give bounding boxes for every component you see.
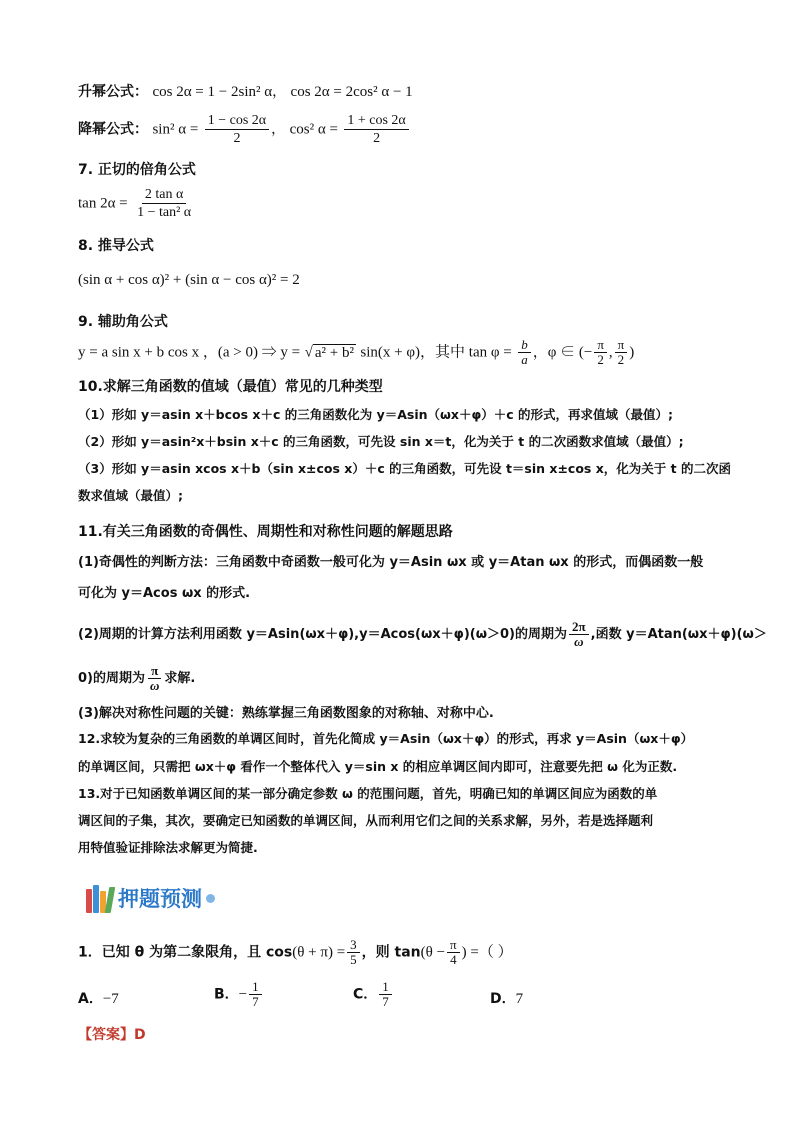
section12-line2: 的单调区间，只需把 ωx＋φ 看作一个整体代入 y＝sin x 的相应单调区间内即可，注意要先把 ω 化为正数. <box>78 759 678 774</box>
choice-frac <box>249 980 262 1009</box>
choice-label: B． <box>214 986 239 1003</box>
section8-formula: (sin α + cos α)² + (sin α − cos α)² = 2 <box>78 272 300 288</box>
section13-line1: 13.对于已知函数单调区间的某一部分确定参数 ω 的范围问题，首先，明确已知的单调区间应为函数的单 <box>78 786 658 801</box>
frac-numerator: 1 + cos 2α <box>344 112 408 130</box>
choice-label: A． <box>78 991 103 1007</box>
section9-heading: 9. 辅助角公式 <box>78 314 168 330</box>
pi-over-omega-frac <box>147 664 162 693</box>
frac-numerator: 1 − cos 2α <box>205 112 269 130</box>
section11-p3: (3)解决对称性问题的关键：熟练掌握三角函数图象的对称轴、对称中心. <box>78 706 494 721</box>
question1-stem <box>78 938 513 967</box>
sqrt-symbol: √ a² + b² <box>304 344 354 361</box>
books-icon <box>86 883 114 913</box>
answer-label: 【答案】 <box>78 1027 134 1043</box>
section13-line3: 用特值验证排除法求解更为简捷. <box>78 840 258 855</box>
frac-denominator: 7 <box>382 994 389 1009</box>
frac-denominator: 7 <box>252 994 259 1009</box>
section7-heading: 7. 正切的倍角公式 <box>78 162 196 178</box>
frac-numerator: π <box>148 664 161 679</box>
jiang-mi-lhs2: cos² α = <box>289 121 338 138</box>
period-text-part2: ,函数 y＝Atan(ωx＋φ)(ω＞ <box>590 627 767 642</box>
frac-denominator: 4 <box>450 952 457 967</box>
separator: ， <box>271 121 286 138</box>
two-pi-over-omega-frac <box>569 620 589 649</box>
choice-label: C． <box>353 986 378 1003</box>
tan-2a-lhs: tan 2α = <box>78 195 128 212</box>
jiang-mi-frac2 <box>344 112 408 147</box>
aux-angle-part1: y = a sin x + b cos x ，(a > 0) ⇒ y = <box>78 344 301 361</box>
question1-tan-arg: (θ − <box>420 944 446 961</box>
period-text-part1: (2)周期的计算方法利用函数 y＝Asin(ωx＋φ),y＝Acos(ωx＋φ)(ω＞0)的周期为 <box>78 627 567 642</box>
frac-numerator: π <box>594 338 607 353</box>
aux-angle-part3: ，φ ∈ (− <box>532 344 593 361</box>
section10-heading: 10.求解三角函数的值域（最值）常见的几种类型 <box>78 379 383 395</box>
section11-p1-line1: (1)奇偶性的判断方法：三角函数中奇函数一般可化为 y＝Asin ωx 或 y＝Atan ωx 的形式，而偶函数一般 <box>78 555 704 570</box>
pi-half-frac <box>615 338 628 367</box>
three-fifths-frac <box>347 938 360 967</box>
question1-prefix: 1．已知 θ 为第二象限角，且 cos <box>78 944 293 961</box>
section11-p2-line2 <box>78 664 195 693</box>
frac-numerator: 1 <box>249 980 262 995</box>
question1-mid: ，则 tan <box>361 944 421 961</box>
frac-denominator: 5 <box>350 952 357 967</box>
choice-c[interactable] <box>353 980 394 1009</box>
choice-b[interactable] <box>214 980 264 1009</box>
tan-2a-frac <box>134 186 194 221</box>
section12-line1: 12.求较为复杂的三角函数的单调区间时，首先化简成 y＝Asin（ωx＋φ）的形式，再求 y＝Asin（ωx＋φ） <box>78 731 694 746</box>
frac-denominator: 2 <box>233 131 241 146</box>
choice-value: − <box>238 986 248 1003</box>
section10-item3-line1: （3）形如 y＝asin xcos x＋b（sin x±cos x）＋c 的三角函数，可先设 t＝sin x±cos x，化为关于 t 的二次函 <box>78 461 731 476</box>
frac-denominator: a <box>521 352 528 367</box>
section10-item1: （1）形如 y＝asin x＋bcos x＋c 的三角函数化为 y＝Asin（ωx＋φ）＋c 的形式，再求值域（最值）; <box>78 407 673 422</box>
frac-numerator: b <box>518 338 531 353</box>
banner-title: 押题预测 <box>118 887 202 911</box>
period-text-part4: 求解. <box>164 671 196 686</box>
close-paren: ) <box>629 344 635 361</box>
separator: ， <box>272 84 287 100</box>
jiang-mi-frac1 <box>205 112 269 147</box>
sheng-mi-expr1: cos 2α = 1 − 2sin² α <box>152 84 273 100</box>
frac-denominator: ω <box>150 678 160 693</box>
neg-pi-half-frac <box>594 338 607 367</box>
frac-numerator: 2 tan α <box>142 186 186 204</box>
frac-numerator: π <box>447 938 460 953</box>
section10-item3-line2: 数求值域（最值）; <box>78 488 183 503</box>
section7-formula <box>78 186 196 221</box>
section10-item2: （2）形如 y＝asin²x＋bsin x＋c 的三角函数，可先设 sin x＝t，化为关于 t 的二次函数求值域（最值）; <box>78 434 684 449</box>
comma: , <box>608 344 613 361</box>
frac-denominator: 2 <box>617 352 625 367</box>
question1-cos-arg: (θ + π) = <box>292 944 346 961</box>
section11-heading: 11.有关三角函数的奇偶性、周期性和对称性问题的解题思路 <box>78 524 453 540</box>
choice-d[interactable] <box>490 988 523 1008</box>
section11-p1-line2: 可化为 y＝Acos ωx 的形式. <box>78 586 251 601</box>
frac-denominator: ω <box>574 634 584 649</box>
sheng-mi-expr2: cos 2α = 2cos² α − 1 <box>290 84 413 100</box>
pi-quarter-frac <box>447 938 460 967</box>
dot-icon <box>206 894 215 903</box>
frac-numerator: 3 <box>347 938 360 953</box>
choice-label: D． <box>490 991 516 1007</box>
frac-denominator: 2 <box>597 352 604 367</box>
question1-suffix: ) =（ ） <box>461 944 513 961</box>
choice-a[interactable] <box>78 988 119 1008</box>
frac-denominator: 2 <box>373 131 381 146</box>
sheng-mi-formula <box>78 82 413 102</box>
frac-numerator: 1 <box>379 980 392 995</box>
choice-value: −7 <box>102 991 119 1007</box>
sheng-mi-label: 升幂公式： <box>78 84 148 100</box>
jiang-mi-label: 降幂公式： <box>78 121 148 138</box>
section13-line2: 调区间的子集，其次，要确定已知函数的单调区间，从而利用它们之间的关系求解，另外，若是选择题利 <box>78 813 654 828</box>
section11-p2-line1 <box>78 620 767 649</box>
answer <box>78 1024 146 1044</box>
aux-angle-part2: sin(x + φ)，其中 tan φ = <box>360 344 512 361</box>
frac-denominator: 1 − tan² α <box>137 205 192 220</box>
section8-heading: 8. 推导公式 <box>78 238 154 254</box>
b-over-a-frac <box>518 338 531 367</box>
section9-formula <box>78 338 634 367</box>
frac-numerator: π <box>615 338 628 353</box>
frac-numerator: 2π <box>569 620 589 635</box>
jiang-mi-formula <box>78 112 411 147</box>
sqrt-content: a² + b² <box>314 344 354 361</box>
jiang-mi-lhs1: sin² α = <box>152 121 199 138</box>
choice-value: 7 <box>515 991 524 1007</box>
prediction-banner <box>86 878 215 918</box>
choice-frac <box>379 980 392 1009</box>
answer-value: D <box>134 1027 146 1043</box>
period-text-part3: 0)的周期为 <box>78 671 145 686</box>
